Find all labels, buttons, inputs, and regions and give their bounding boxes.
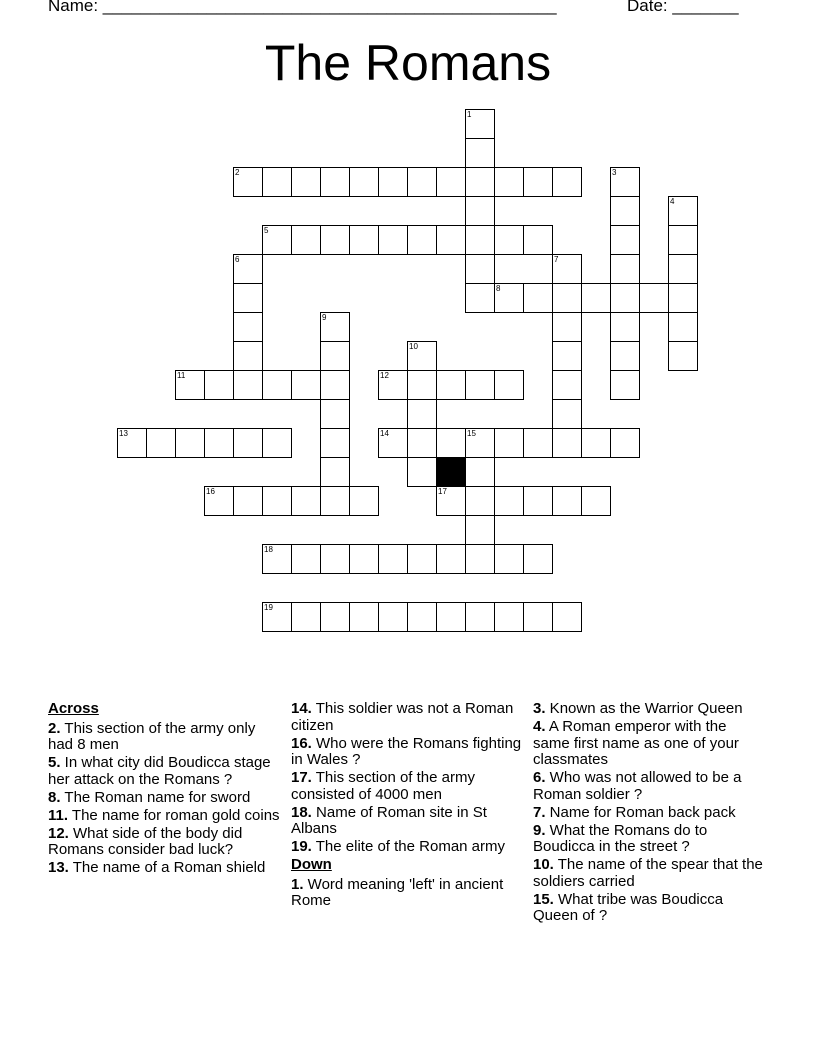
grid-cell[interactable] bbox=[639, 283, 669, 313]
clue bbox=[48, 790, 280, 807]
grid-cell[interactable] bbox=[320, 312, 350, 342]
cell-number: 14 bbox=[380, 429, 389, 438]
clue bbox=[48, 721, 280, 754]
clue-number: 15. bbox=[533, 890, 554, 908]
cell-number: 6 bbox=[235, 255, 240, 264]
grid-cell[interactable] bbox=[320, 602, 350, 632]
grid-cell[interactable] bbox=[610, 283, 640, 313]
grid-cell[interactable] bbox=[378, 225, 408, 255]
grid-cell[interactable] bbox=[552, 486, 582, 516]
grid-cell[interactable] bbox=[668, 341, 698, 371]
grid-cell[interactable] bbox=[465, 283, 495, 313]
grid-cell[interactable] bbox=[465, 138, 495, 168]
grid-cell[interactable] bbox=[320, 457, 350, 487]
clue-number: 18. bbox=[291, 803, 312, 821]
grid-cell[interactable] bbox=[523, 283, 553, 313]
clue bbox=[533, 823, 765, 856]
clue-number: 19. bbox=[291, 838, 312, 855]
grid-cell[interactable] bbox=[523, 544, 553, 574]
grid-cell[interactable] bbox=[233, 254, 263, 284]
grid-cell[interactable] bbox=[494, 544, 524, 574]
clue-text: Who was not allowed to be a Roman soldier ? bbox=[533, 769, 742, 803]
clue-text: Name for Roman back pack bbox=[545, 803, 736, 821]
grid-cell[interactable] bbox=[291, 602, 321, 632]
clue-number: 14. bbox=[291, 700, 312, 717]
grid-cell[interactable] bbox=[349, 602, 379, 632]
clue-text: The name for roman gold coins bbox=[68, 806, 280, 824]
grid-cell[interactable] bbox=[407, 225, 437, 255]
grid-cell[interactable] bbox=[407, 602, 437, 632]
cell-number: 11 bbox=[177, 371, 186, 380]
grid-cell[interactable] bbox=[233, 283, 263, 313]
grid-cell[interactable] bbox=[407, 399, 437, 429]
grid-cell[interactable] bbox=[320, 341, 350, 371]
page-title: The Romans bbox=[264, 35, 552, 91]
across-clue-list-continued bbox=[291, 701, 523, 856]
grid-cell[interactable] bbox=[465, 515, 495, 545]
cell-number: 7 bbox=[554, 255, 559, 264]
cell-number: 3 bbox=[612, 168, 617, 177]
grid-cell[interactable] bbox=[262, 544, 292, 574]
clue-number: 9. bbox=[533, 821, 546, 839]
grid-cell[interactable] bbox=[233, 370, 263, 400]
grid-cell[interactable] bbox=[523, 602, 553, 632]
grid-cell[interactable] bbox=[320, 428, 350, 458]
black-cell bbox=[436, 457, 466, 487]
clue-number: 1. bbox=[291, 875, 304, 893]
grid-cell[interactable] bbox=[320, 544, 350, 574]
clue bbox=[291, 877, 523, 910]
grid-cell[interactable] bbox=[320, 167, 350, 197]
grid-cell[interactable] bbox=[523, 225, 553, 255]
down-clue-list bbox=[291, 877, 523, 910]
grid-cell[interactable] bbox=[552, 341, 582, 371]
grid-cell[interactable] bbox=[320, 486, 350, 516]
grid-cell[interactable] bbox=[465, 167, 495, 197]
grid-cell[interactable] bbox=[523, 167, 553, 197]
grid-cell[interactable] bbox=[436, 370, 466, 400]
clue-text: Who were the Romans fighting in Wales ? bbox=[291, 734, 522, 768]
clue bbox=[291, 701, 523, 734]
grid-cell[interactable] bbox=[465, 225, 495, 255]
clue-text: What tribe was Boudicca Queen of ? bbox=[533, 890, 724, 924]
grid-cell[interactable] bbox=[581, 283, 611, 313]
grid-cell[interactable] bbox=[668, 254, 698, 284]
clue-number: 11. bbox=[48, 806, 69, 824]
cell-number: 15 bbox=[467, 429, 476, 438]
grid-cell[interactable] bbox=[494, 486, 524, 516]
cell-number: 16 bbox=[206, 487, 215, 496]
clue bbox=[533, 770, 765, 803]
grid-cell[interactable] bbox=[204, 370, 234, 400]
clue-number: 7. bbox=[533, 803, 546, 821]
grid-cell[interactable] bbox=[523, 428, 553, 458]
clue-number: 17. bbox=[291, 769, 312, 786]
grid-cell[interactable] bbox=[436, 544, 466, 574]
grid-cell[interactable] bbox=[552, 428, 582, 458]
grid-cell[interactable] bbox=[610, 254, 640, 284]
grid-cell[interactable] bbox=[494, 370, 524, 400]
grid-cell[interactable] bbox=[117, 428, 147, 458]
grid-cell[interactable] bbox=[465, 196, 495, 226]
grid-cell[interactable] bbox=[349, 167, 379, 197]
grid-cell[interactable] bbox=[436, 428, 466, 458]
clue-number: 10. bbox=[533, 856, 554, 873]
grid-cell[interactable] bbox=[610, 341, 640, 371]
clue-text: This soldier was not a Roman citizen bbox=[291, 700, 514, 734]
grid-cell[interactable] bbox=[204, 428, 234, 458]
grid-cell[interactable] bbox=[407, 428, 437, 458]
clue bbox=[291, 770, 523, 803]
grid-cell[interactable] bbox=[175, 428, 205, 458]
grid-cell[interactable] bbox=[465, 109, 495, 139]
grid-cell[interactable] bbox=[262, 428, 292, 458]
clue-text: Name of Roman site in St Albans bbox=[291, 803, 487, 837]
grid-cell[interactable] bbox=[204, 486, 234, 516]
down-heading: Down bbox=[291, 856, 332, 873]
grid-cell[interactable] bbox=[320, 399, 350, 429]
grid-cell[interactable] bbox=[233, 167, 263, 197]
grid-cell[interactable] bbox=[465, 544, 495, 574]
cell-number: 19 bbox=[264, 603, 273, 612]
grid-cell[interactable] bbox=[552, 283, 582, 313]
cell-number: 2 bbox=[235, 168, 240, 177]
grid-cell[interactable] bbox=[146, 428, 176, 458]
clue-number: 8. bbox=[48, 788, 61, 806]
grid-cell[interactable] bbox=[668, 196, 698, 226]
grid-cell[interactable] bbox=[465, 602, 495, 632]
clue-text: The name of a Roman shield bbox=[68, 859, 266, 876]
grid-cell[interactable] bbox=[465, 428, 495, 458]
grid-cell[interactable] bbox=[291, 544, 321, 574]
grid-cell[interactable] bbox=[581, 428, 611, 458]
clue bbox=[291, 736, 523, 769]
clue-number: 6. bbox=[533, 769, 546, 786]
grid-cell[interactable] bbox=[668, 283, 698, 313]
clue-text: The Roman name for sword bbox=[60, 788, 251, 806]
grid-cell[interactable] bbox=[436, 225, 466, 255]
grid-cell[interactable] bbox=[610, 225, 640, 255]
grid-cell[interactable] bbox=[552, 370, 582, 400]
grid-cell[interactable] bbox=[552, 167, 582, 197]
cell-number: 12 bbox=[380, 371, 389, 380]
grid-cell[interactable] bbox=[291, 167, 321, 197]
grid-cell[interactable] bbox=[610, 428, 640, 458]
clue-text: This section of the army only had 8 men bbox=[48, 719, 256, 753]
clue-number: 16. bbox=[291, 734, 312, 752]
date-field-label: Date: _______ bbox=[627, 0, 739, 15]
clue-number: 4. bbox=[533, 718, 546, 735]
grid-cell[interactable] bbox=[494, 167, 524, 197]
grid-cell[interactable] bbox=[552, 399, 582, 429]
clue bbox=[48, 755, 280, 788]
clue-text: This section of the army consisted of 4000 men bbox=[291, 769, 475, 803]
grid-cell[interactable] bbox=[349, 486, 379, 516]
clue-number: 12. bbox=[48, 824, 69, 842]
grid-cell[interactable] bbox=[581, 486, 611, 516]
grid-cell[interactable] bbox=[465, 370, 495, 400]
grid-cell[interactable] bbox=[291, 225, 321, 255]
grid-cell[interactable] bbox=[552, 312, 582, 342]
grid-cell[interactable] bbox=[320, 370, 350, 400]
grid-cell[interactable] bbox=[262, 225, 292, 255]
clues-column-2 bbox=[291, 701, 523, 911]
grid-cell[interactable] bbox=[291, 486, 321, 516]
cell-number: 5 bbox=[264, 226, 269, 235]
grid-cell[interactable] bbox=[233, 428, 263, 458]
clue-text: The name of the spear that the soldiers carried bbox=[533, 856, 763, 890]
clue bbox=[48, 826, 280, 859]
clue bbox=[291, 805, 523, 838]
grid-cell[interactable] bbox=[320, 225, 350, 255]
grid-cell[interactable] bbox=[465, 486, 495, 516]
grid-cell[interactable] bbox=[552, 602, 582, 632]
grid-cell[interactable] bbox=[378, 602, 408, 632]
grid-cell[interactable] bbox=[436, 167, 466, 197]
across-heading: Across bbox=[48, 700, 99, 717]
clue-text: What the Romans do to Boudicca in the street ? bbox=[533, 821, 708, 855]
grid-cell[interactable] bbox=[407, 341, 437, 371]
clue bbox=[533, 701, 765, 718]
grid-cell[interactable] bbox=[349, 225, 379, 255]
clue bbox=[533, 719, 765, 769]
clue-number: 2. bbox=[48, 719, 61, 737]
cell-number: 4 bbox=[670, 197, 675, 206]
grid-cell[interactable] bbox=[407, 167, 437, 197]
cell-number: 18 bbox=[264, 545, 273, 554]
clues-column-1 bbox=[48, 701, 280, 878]
grid-cell[interactable] bbox=[378, 167, 408, 197]
grid-cell[interactable] bbox=[262, 370, 292, 400]
cell-number: 9 bbox=[322, 313, 327, 322]
grid-cell[interactable] bbox=[378, 544, 408, 574]
clue-text: What side of the body did Romans consider bad luck? bbox=[48, 824, 243, 858]
grid-cell[interactable] bbox=[407, 457, 437, 487]
grid-cell[interactable] bbox=[668, 312, 698, 342]
grid-cell[interactable] bbox=[523, 486, 553, 516]
clue-text: Known as the Warrior Queen bbox=[545, 700, 743, 717]
name-field-label: Name: ________________________________________________ bbox=[48, 0, 557, 15]
grid-cell[interactable] bbox=[552, 254, 582, 284]
grid-cell[interactable] bbox=[610, 167, 640, 197]
grid-cell[interactable] bbox=[494, 283, 524, 313]
grid-cell[interactable] bbox=[668, 225, 698, 255]
grid-cell[interactable] bbox=[262, 602, 292, 632]
clue bbox=[291, 839, 523, 856]
cell-number: 17 bbox=[438, 487, 447, 496]
down-clue-list-continued bbox=[533, 701, 765, 925]
grid-cell[interactable] bbox=[291, 370, 321, 400]
grid-cell[interactable] bbox=[378, 370, 408, 400]
clue-text: In what city did Boudicca stage her attack on the Romans ? bbox=[48, 754, 271, 788]
grid-cell[interactable] bbox=[262, 167, 292, 197]
grid-cell[interactable] bbox=[465, 457, 495, 487]
clue bbox=[48, 860, 280, 877]
clue-text: The elite of the Roman army bbox=[311, 838, 506, 855]
grid-cell[interactable] bbox=[262, 486, 292, 516]
clue-number: 5. bbox=[48, 754, 61, 771]
clue bbox=[48, 808, 280, 825]
cell-number: 1 bbox=[467, 110, 472, 119]
clue bbox=[533, 805, 765, 822]
cell-number: 10 bbox=[409, 342, 418, 351]
grid-cell[interactable] bbox=[175, 370, 205, 400]
cell-number: 13 bbox=[119, 429, 128, 438]
clue bbox=[533, 892, 765, 925]
grid-cell[interactable] bbox=[436, 486, 466, 516]
clues-column-3 bbox=[533, 701, 765, 926]
clue-text: A Roman emperor with the same first name as one of your classmates bbox=[533, 718, 739, 768]
grid-cell[interactable] bbox=[378, 428, 408, 458]
clue-text: Word meaning 'left' in ancient Rome bbox=[291, 875, 504, 909]
grid-cell[interactable] bbox=[610, 196, 640, 226]
grid-cell[interactable] bbox=[494, 225, 524, 255]
grid-cell[interactable] bbox=[465, 254, 495, 284]
grid-cell[interactable] bbox=[610, 370, 640, 400]
grid-cell[interactable] bbox=[494, 428, 524, 458]
clue-number: 13. bbox=[48, 859, 69, 876]
clue-number: 3. bbox=[533, 700, 546, 717]
across-clue-list bbox=[48, 721, 280, 877]
grid-cell[interactable] bbox=[407, 370, 437, 400]
grid-cell[interactable] bbox=[349, 544, 379, 574]
grid-cell[interactable] bbox=[233, 341, 263, 371]
cell-number: 8 bbox=[496, 284, 501, 293]
clue bbox=[533, 857, 765, 890]
grid-cell[interactable] bbox=[407, 544, 437, 574]
grid-cell[interactable] bbox=[436, 602, 466, 632]
grid-cell[interactable] bbox=[494, 602, 524, 632]
grid-cell[interactable] bbox=[233, 312, 263, 342]
grid-cell[interactable] bbox=[610, 312, 640, 342]
grid-cell[interactable] bbox=[233, 486, 263, 516]
